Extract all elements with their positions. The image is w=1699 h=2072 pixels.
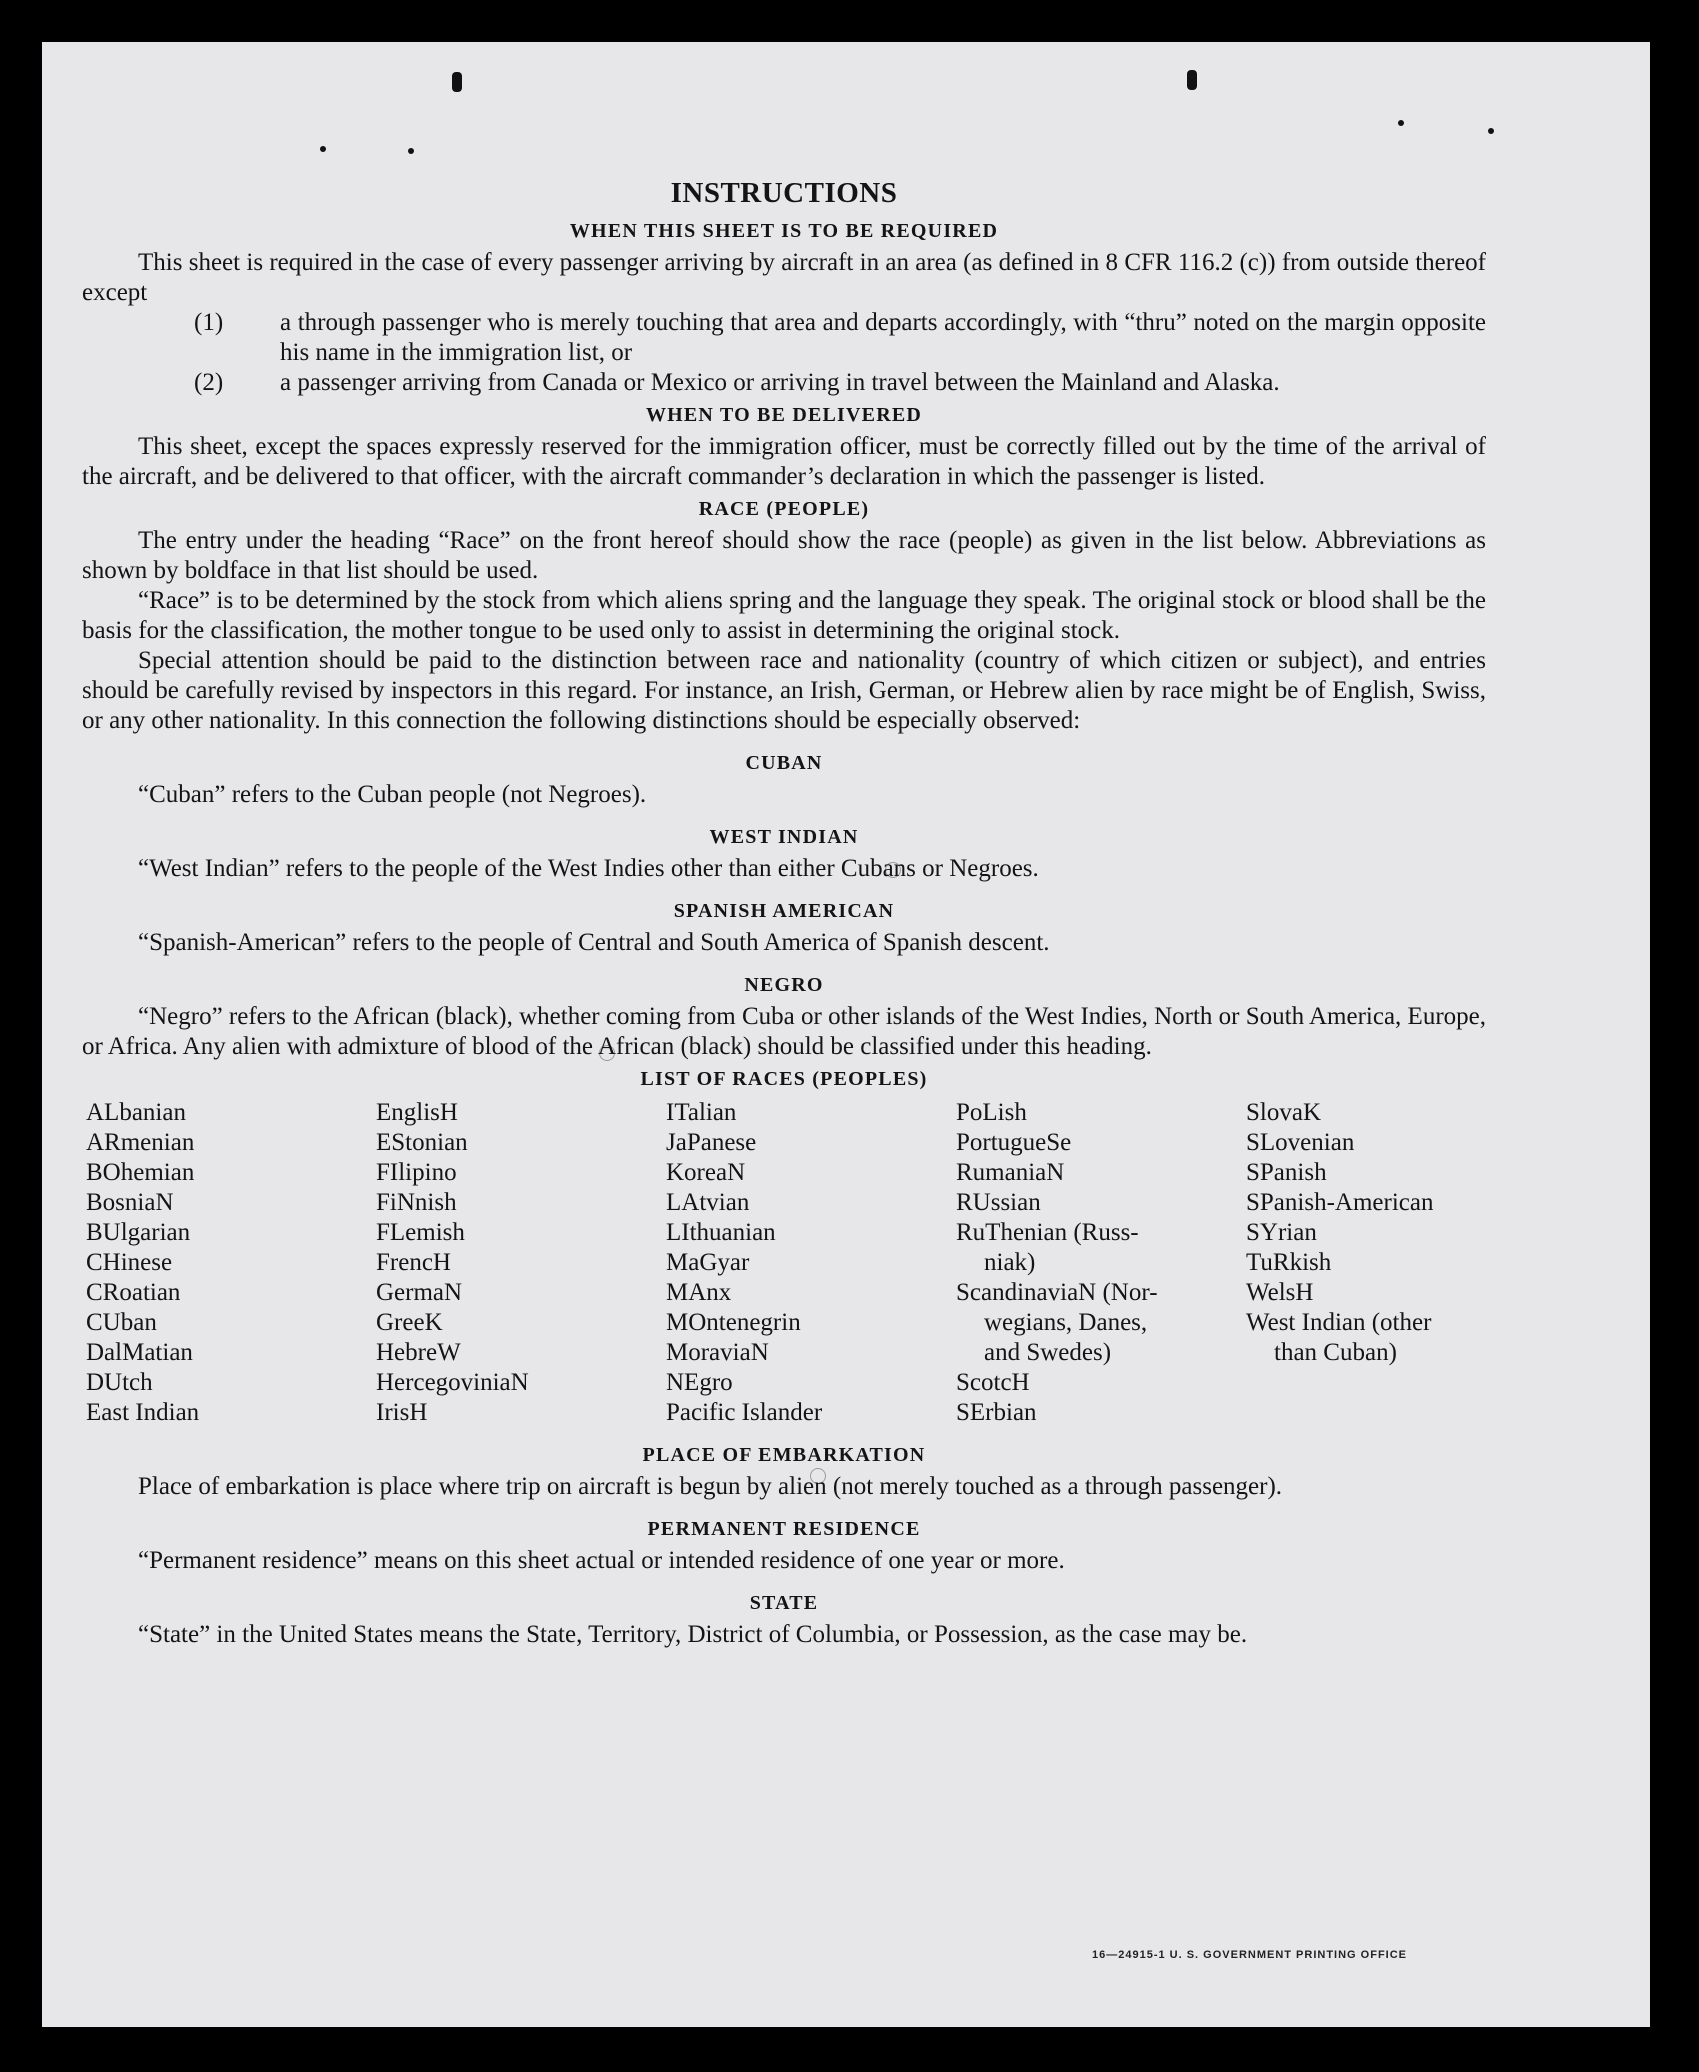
race-entry: MaGyar bbox=[666, 1249, 750, 1276]
races-list bbox=[86, 1098, 1486, 1428]
race-entry: SErbian bbox=[956, 1399, 1037, 1426]
exception-item-2 bbox=[82, 368, 1486, 398]
punch-mark bbox=[452, 72, 462, 92]
when-required-intro: This sheet is required in the case of every passenger arriving by aircraft in an area (as defined in 8 CFR 116.2 (c)) from outside thereof except bbox=[82, 249, 1486, 306]
race-entry: Pacific Islander bbox=[666, 1399, 823, 1426]
race-entry: FIlipino bbox=[376, 1159, 457, 1186]
speck bbox=[1398, 120, 1404, 126]
heading-permanent-residence: PERMANENT RESIDENCE bbox=[647, 1518, 921, 1540]
speck bbox=[408, 148, 414, 154]
heading-spanish-american: SPANISH AMERICAN bbox=[673, 900, 895, 922]
exception-text: a passenger arriving from Canada or Mexico or arriving in travel between the Mainland and Alaska. bbox=[280, 369, 1280, 396]
race-entry: SLovenian bbox=[1246, 1129, 1355, 1156]
heading-state: STATE bbox=[749, 1592, 819, 1614]
race-entry: KoreaN bbox=[666, 1159, 746, 1186]
race-entry: ScotcH bbox=[956, 1369, 1030, 1396]
race-paragraph-2: “Race” is to be determined by the stock from which aliens spring and the language they speak. The original stock or blood shall be the basis for the classification, the mother tongue to be used only to assist in determining the original stock. bbox=[82, 587, 1486, 644]
exception-number: (2) bbox=[194, 369, 224, 396]
race-entry: LAtvian bbox=[666, 1189, 750, 1216]
race-entry: CRoatian bbox=[86, 1279, 181, 1306]
race-entry: EnglisH bbox=[376, 1099, 458, 1126]
race-entry: SPanish-American bbox=[1246, 1189, 1434, 1216]
page-title: INSTRUCTIONS bbox=[670, 177, 898, 209]
heading-embarkation: PLACE OF EMBARKATION bbox=[642, 1444, 926, 1466]
race-entry: CUban bbox=[86, 1309, 157, 1336]
heading-list-of-races: LIST OF RACES (PEOPLES) bbox=[640, 1068, 928, 1090]
permanent-residence-text: “Permanent residence” means on this sheet actual or intended residence of one year or more. bbox=[138, 1547, 1065, 1574]
embarkation-text: Place of embarkation is place where trip on aircraft is begun by alien (not merely touched as a through passenger). bbox=[138, 1473, 1283, 1500]
races-column-3 bbox=[666, 1098, 956, 1428]
exception-text: a through passenger who is merely touching that area and departs accordingly, with “thru” noted on the margin opposite his name in the immigration list, or bbox=[280, 309, 1486, 366]
race-entry: BOhemian bbox=[86, 1159, 195, 1186]
race-entry: MoraviaN bbox=[666, 1339, 769, 1366]
state-text: “State” in the United States means the State, Territory, District of Columbia, or Possession, as the case may be. bbox=[138, 1621, 1248, 1648]
speck bbox=[1488, 128, 1494, 134]
when-delivered-text: This sheet, except the spaces expressly reserved for the immigration officer, must be correctly filled out by the time of the arrival of the aircraft, and be delivered to that officer, with the aircraft commander’s declaration in which the passenger is listed. bbox=[82, 433, 1486, 490]
race-entry: TuRkish bbox=[1246, 1249, 1332, 1276]
instructions-content bbox=[82, 176, 1486, 1650]
race-entry: PortugueSe bbox=[956, 1129, 1072, 1156]
race-entry: MOntenegrin bbox=[666, 1309, 801, 1336]
races-column-4 bbox=[956, 1098, 1246, 1428]
cuban-text: “Cuban” refers to the Cuban people (not Negroes). bbox=[138, 781, 647, 808]
races-column-1 bbox=[86, 1098, 376, 1428]
race-entry: FiNnish bbox=[376, 1189, 457, 1216]
heading-cuban: CUBAN bbox=[745, 752, 823, 774]
race-entry: IrisH bbox=[376, 1399, 428, 1426]
race-entry: RUssian bbox=[956, 1189, 1041, 1216]
race-entry: SlovaK bbox=[1246, 1099, 1321, 1126]
race-entry: SPanish bbox=[1246, 1159, 1327, 1186]
race-entry-continued: and Swedes) bbox=[984, 1339, 1112, 1366]
race-entry: HebreW bbox=[376, 1339, 461, 1366]
race-entry: RumaniaN bbox=[956, 1159, 1065, 1186]
race-entry: JaPanese bbox=[666, 1129, 757, 1156]
race-entry: FLemish bbox=[376, 1219, 465, 1246]
race-entry: WelsH bbox=[1246, 1279, 1314, 1306]
exception-number: (1) bbox=[194, 309, 224, 336]
race-entry: BUlgarian bbox=[86, 1219, 191, 1246]
heading-negro: NEGRO bbox=[744, 974, 824, 996]
race-paragraph-3: Special attention should be paid to the distinction between race and nationality (country of which citizen or subject), and entries should be carefully revised by inspectors in this regard. For instance, an Irish, German, or Hebrew alien by race might be of English, Swiss, or any other nationality. In this connection the following distinctions should be especially observed: bbox=[82, 647, 1486, 734]
document-page bbox=[42, 42, 1650, 2027]
race-entry-continued: wegians, Danes, bbox=[984, 1309, 1148, 1336]
race-entry: East Indian bbox=[86, 1399, 200, 1426]
race-entry: LIthuanian bbox=[666, 1219, 776, 1246]
race-entry: SYrian bbox=[1246, 1219, 1317, 1246]
race-entry: DalMatian bbox=[86, 1339, 193, 1366]
race-entry: RuThenian (Russ- bbox=[956, 1219, 1139, 1246]
races-column-2 bbox=[376, 1098, 666, 1428]
race-entry: FrencH bbox=[376, 1249, 451, 1276]
printer-imprint: 16—24915-1 U. S. GOVERNMENT PRINTING OFFICE bbox=[1092, 1949, 1408, 1961]
heading-when-delivered: WHEN TO BE DELIVERED bbox=[645, 404, 923, 426]
heading-race: RACE (PEOPLE) bbox=[698, 498, 870, 520]
race-entry-continued: than Cuban) bbox=[1274, 1339, 1397, 1366]
race-entry: HercegoviniaN bbox=[376, 1369, 529, 1396]
heading-west-indian: WEST INDIAN bbox=[709, 826, 859, 848]
negro-text: “Negro” refers to the African (black), whether coming from Cuba or other islands of the West Indies, North or South America, Europe, or Africa. Any alien with admixture of blood of the African (black) should be classified under this heading. bbox=[82, 1003, 1486, 1060]
race-entry: ARmenian bbox=[86, 1129, 195, 1156]
speck bbox=[320, 146, 326, 152]
punch-mark bbox=[1187, 70, 1197, 90]
races-column-5 bbox=[1246, 1098, 1536, 1428]
exception-item-1 bbox=[82, 308, 1486, 368]
spanish-american-text: “Spanish-American” refers to the people of Central and South America of Spanish descent. bbox=[138, 929, 1050, 956]
west-indian-text: “West Indian” refers to the people of the West Indies other than either Cubans or Negroes. bbox=[138, 855, 1039, 882]
race-entry: PoLish bbox=[956, 1099, 1027, 1126]
race-entry: ITalian bbox=[666, 1099, 737, 1126]
race-entry: NEgro bbox=[666, 1369, 733, 1396]
race-entry: BosniaN bbox=[86, 1189, 174, 1216]
race-entry: GermaN bbox=[376, 1279, 463, 1306]
race-paragraph-1: The entry under the heading “Race” on the front hereof should show the race (people) as given in the list below. Abbreviations as shown by boldface in that list should be used. bbox=[82, 527, 1486, 584]
race-entry: DUtch bbox=[86, 1369, 153, 1396]
race-entry-continued: niak) bbox=[984, 1249, 1036, 1276]
race-entry: CHinese bbox=[86, 1249, 173, 1276]
heading-when-required: WHEN THIS SHEET IS TO BE REQUIRED bbox=[569, 220, 999, 242]
race-entry: MAnx bbox=[666, 1279, 732, 1306]
race-entry: EStonian bbox=[376, 1129, 468, 1156]
race-entry: GreeK bbox=[376, 1309, 443, 1336]
race-entry: West Indian (other bbox=[1246, 1309, 1432, 1336]
race-entry: ScandinaviaN (Nor- bbox=[956, 1279, 1158, 1306]
race-entry: ALbanian bbox=[86, 1099, 186, 1126]
